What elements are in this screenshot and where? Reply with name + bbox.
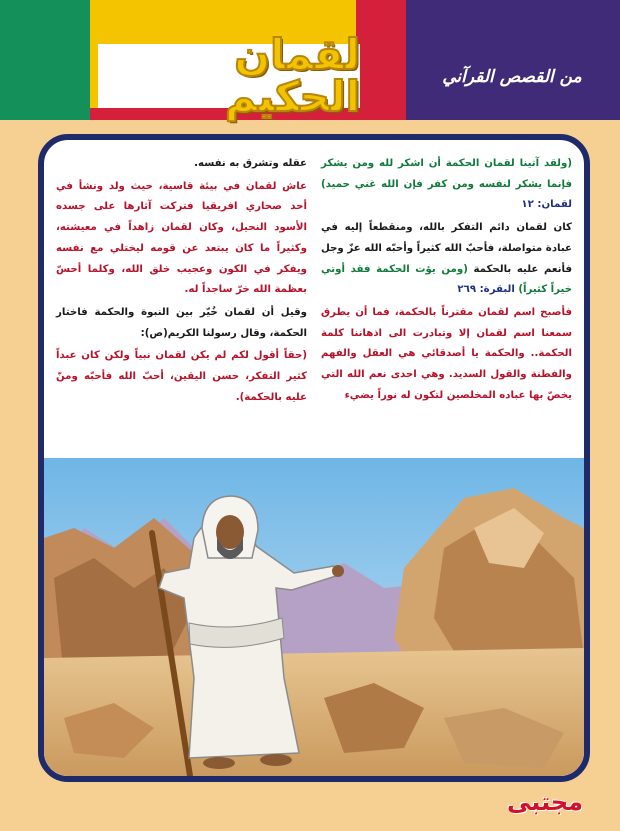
article-column-left: [56, 154, 307, 458]
quran-quote-2-source: البقرة: ٢٦٩: [457, 284, 515, 296]
paragraph: كان لقمان دائم التفكر بالله، ومنقطعاً إليه في عبادة متواصلة، فأحبّ الله كثيراً وأحبّه الله عزّ وجل فأنعم عليه بالحكمة: [321, 222, 572, 275]
figure-hand: [332, 565, 344, 577]
article-column-right: [321, 154, 572, 458]
page-title: لقمان الحكيم: [225, 30, 360, 121]
title-banner: [98, 30, 360, 121]
paragraph: فأصبح اسم لقمان مقترناً بالحكمة، فما أن يطرق سمعنا اسم لقمان إلا وتبادرت الى اذهاننا كلمة الحكمة.. والحكمة يا أصدقائي هي العقل والفهم والفطنة والقول السديد. وهي احدى نعم الله التي يخصّ بها عباده المخلصين لتكون له نوراً يضيء: [321, 306, 572, 401]
hadith-quote: (حقاً أقول لكم لم يكن لقمان نبياً ولكن كان عبداً كثير التفكر، حسن اليقين، أحبّ الله فأحبّه ومنّ عليه بالحكمة).: [56, 350, 307, 403]
quran-quote-source: لقمان: ١٢: [521, 199, 572, 211]
illustration-svg: [44, 458, 584, 782]
story-frame: [38, 134, 590, 782]
figure-foot: [203, 757, 235, 769]
header-stripe-green: [0, 0, 90, 120]
quran-quote: (ولقد آتينا لقمان الحكمة أن اشكر لله ومن يشكر فإنما يشكر لنفسه ومن كفر فإن الله غني حميد): [321, 158, 572, 190]
article-text: [44, 140, 584, 458]
magazine-name: مجتبى: [506, 788, 584, 816]
series-tag: [412, 60, 612, 94]
quran-quote-2: (ومن يؤت الحكمة فقد أوتي خيراً كثيراً): [321, 263, 572, 296]
figure-foot: [260, 754, 292, 766]
paragraph: عقله وتشرق به نفسه.: [194, 158, 307, 169]
paragraph: عاش لقمان في بيئة قاسية، حيث ولد ونشأ في أحد صحاري افريقيا فتركت آثارها على جسده الأسود النحيل، وكان لقمان زاهداً في معيشته، وكثيراً ما كان يبتعد عن قومه ليختلي مع نفسه ويفكر في الكون وعجيب خلق الله، وكلما أحسّ بعظمة الله خرّ ساجداً له.: [56, 180, 307, 296]
series-label: من القصص القرآني: [442, 67, 582, 87]
illustration-luqman-desert: [44, 458, 584, 782]
magazine-logo: [480, 780, 610, 824]
paragraph: وقيل أن لقمان خُيّر بين النبوة والحكمة فاختار الحكمة، وقال رسولنا الكريم(ص):: [56, 306, 307, 339]
